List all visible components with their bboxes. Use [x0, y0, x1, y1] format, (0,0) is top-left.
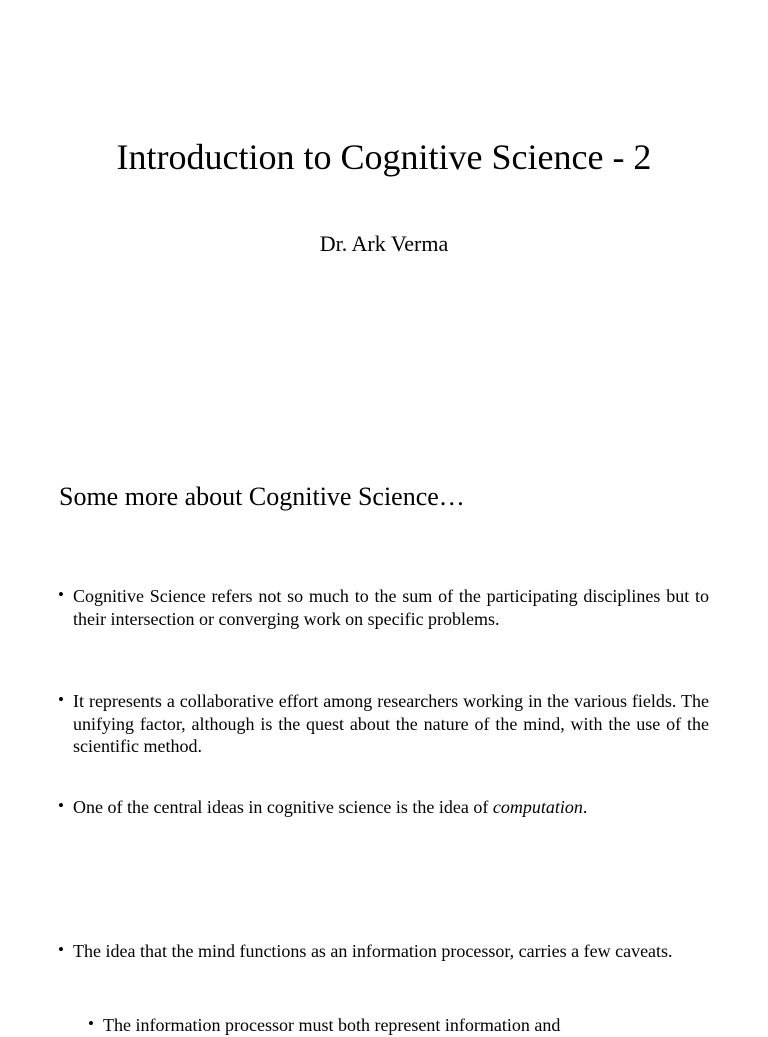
bullet-text: Cognitive Science refers not so much to the sum of the participating disciplines but to their intersection or converging work on specific problems.	[73, 586, 709, 629]
slide-heading: Some more about Cognitive Science…	[59, 482, 465, 511]
slide-title: Introduction to Cognitive Science - 2	[116, 137, 652, 177]
bullet-text-prefix: One of the central ideas in cognitive science is the idea of	[73, 797, 493, 817]
bullet-text-suffix: .	[582, 797, 588, 817]
bullet-item	[58, 585, 709, 630]
bullet-item	[58, 690, 709, 758]
bullet-text: It represents a collaborative effort among researchers working in the various fields. The unifying factor, although is the quest about the nature of the mind, with the use of the scientific method.	[73, 691, 709, 756]
bullet-text-italic: computation	[492, 797, 583, 817]
bullet-text	[73, 796, 709, 819]
sub-bullet-item	[88, 1014, 709, 1037]
sub-bullet-text: The information processor must both represent information and	[103, 1015, 561, 1035]
bullet-item	[58, 940, 709, 963]
bullet-icon: •	[58, 796, 64, 815]
bullet-text: The idea that the mind functions as an information processor, carries a few caveats.	[73, 941, 673, 961]
bullet-icon: •	[58, 690, 64, 709]
bullet-icon: •	[58, 940, 64, 959]
bullet-icon: •	[58, 585, 64, 604]
bullet-icon: •	[88, 1014, 94, 1033]
slide-subtitle: Dr. Ark Verma	[319, 231, 449, 256]
bullet-item	[58, 796, 709, 819]
title-slide	[0, 0, 768, 430]
